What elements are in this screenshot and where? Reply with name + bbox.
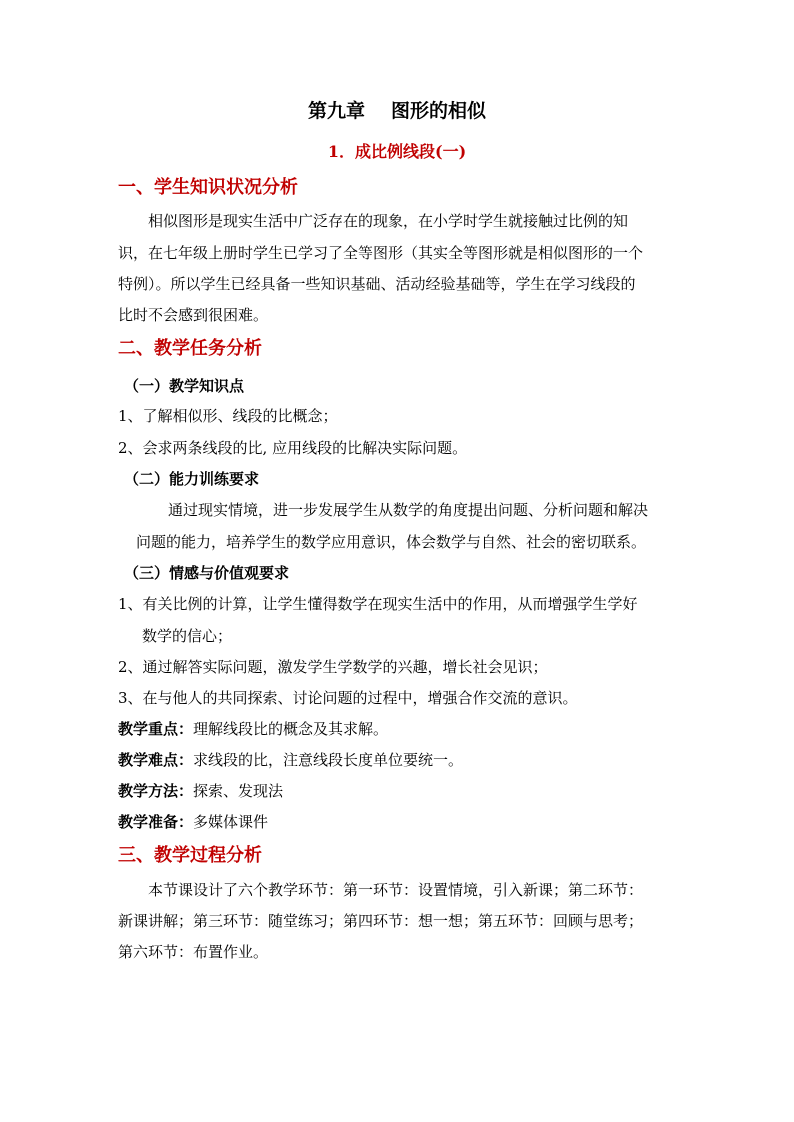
- list-item: 3、在与他人的共同探索、讨论问题的过程中，增强合作交流的意识。: [118, 689, 578, 707]
- methods-line: [118, 781, 678, 801]
- paragraph-line: 通过现实情境，进一步发展学生从数学的角度提出问题、分析问题和解决: [168, 501, 649, 519]
- list-item: 1、了解相似形、线段的比概念；: [118, 407, 338, 425]
- difficulties-label: 教学难点：: [118, 751, 194, 769]
- preparation-line: [118, 812, 678, 832]
- preparation-text: 多媒体课件: [193, 813, 269, 831]
- key-points-line: [118, 719, 678, 739]
- sub-heading-ability-requirements: （二）能力训练要求: [124, 470, 260, 488]
- paragraph-line: 新课讲解；第三环节：随堂练习；第四环节：想一想；第五环节：回顾与思考；: [118, 912, 644, 930]
- paragraph-line: 特例）。所以学生已经具备一些知识基础、活动经验基础等，学生在学习线段的: [118, 275, 636, 293]
- sub-heading-knowledge-points: （一）教学知识点: [124, 377, 245, 395]
- paragraph-line: 本节课设计了六个教学环节：第一环节：设置情境，引入新课；第二环节：: [148, 881, 644, 899]
- section-heading-process-analysis: 三、教学过程分析: [118, 845, 262, 866]
- methods-text: 探索、发现法: [193, 782, 284, 800]
- paragraph-line: 识，在七年级上册时学生已学习了全等图形（其实全等图形就是相似图形的一个: [118, 244, 644, 262]
- list-item: 2、会求两条线段的比, 应用线段的比解决实际问题。: [118, 439, 468, 457]
- chapter-number: 第九章: [307, 100, 365, 122]
- chapter-name: 图形的相似: [391, 100, 487, 122]
- difficulties-line: [118, 750, 678, 770]
- paragraph-line: 比时不会感到很困难。: [118, 306, 269, 324]
- methods-label: 教学方法：: [118, 782, 194, 800]
- list-item: 2、通过解答实际问题，激发学生学数学的兴趣，增长社会见识；: [118, 658, 548, 676]
- preparation-label: 教学准备：: [118, 813, 194, 831]
- paragraph-line: 相似图形是现实生活中广泛存在的现象，在小学时学生就接触过比例的知: [148, 212, 629, 230]
- sub-heading-values-requirements: （三）情感与价值观要求: [124, 564, 290, 582]
- list-item-continuation: 数学的信心；: [142, 627, 233, 645]
- list-item: 1、有关比例的计算，让学生懂得数学在现实生活中的作用，从而增强学生学好: [118, 595, 638, 613]
- chapter-title: [0, 98, 794, 124]
- key-points-text: 理解线段比的概念及其求解。: [193, 720, 389, 738]
- key-points-label: 教学重点：: [118, 720, 194, 738]
- section-heading-student-analysis: 一、学生知识状况分析: [118, 177, 298, 198]
- difficulties-text: 求线段的比，注意线段长度单位要统一。: [193, 751, 464, 769]
- paragraph-line: 第六环节：布置作业。: [118, 943, 269, 961]
- paragraph-line: 问题的能力，培养学生的数学应用意识，体会数学与自然、社会的密切联系。: [136, 533, 647, 551]
- lesson-title: 1．成比例线段(一): [327, 142, 467, 161]
- section-heading-task-analysis: 二、教学任务分析: [118, 338, 262, 359]
